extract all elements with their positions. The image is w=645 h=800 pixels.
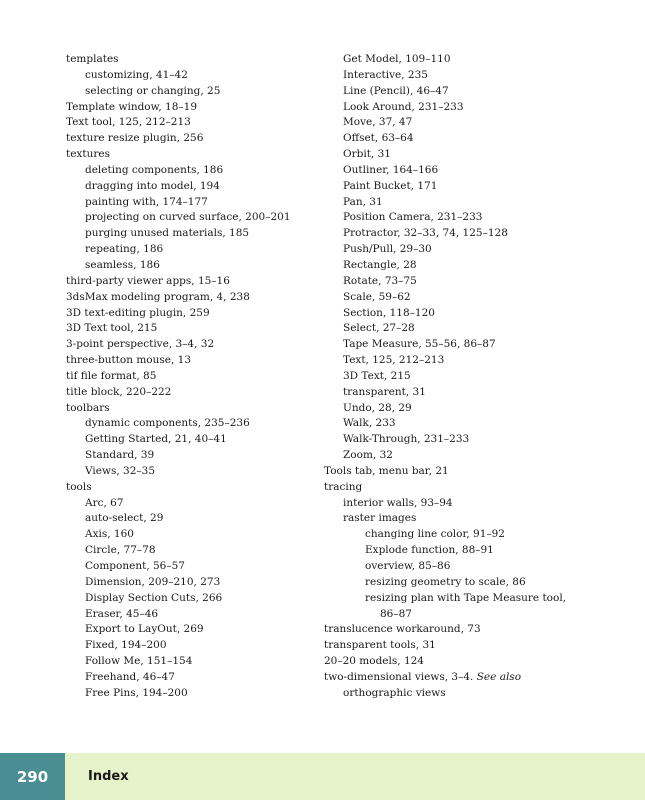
index-entry-text: Export to LayOut, 269 [85,623,204,636]
index-entry-text: orthographic views [343,686,446,699]
index-entry-text: 3-point perspective, 3–4, 32 [66,338,215,351]
index-entry [324,480,624,496]
index-subentry [66,638,316,654]
index-entry-text: Explode function, 88–91 [365,544,494,557]
index-entry-text: Push/Pull, 29–30 [343,243,432,256]
page-number: 290 [16,767,49,786]
index-entry-text: tif file format, 85 [66,369,157,382]
index-entry-text: Getting Started, 21, 40–41 [85,433,227,446]
index-subentry [324,195,624,211]
index-entry-text: Freehand, 46–47 [85,670,175,683]
index-subentry [66,591,316,607]
index-entry-text: painting with, 174–177 [85,195,208,208]
index-subentry [324,52,624,68]
index-subentry [66,686,316,702]
index-subentry [66,242,316,258]
index-entry [66,369,316,385]
index-subentry [66,511,316,527]
index-subentry [324,369,624,385]
index-entry-text: Standard, 39 [85,449,155,462]
index-entry-text: Template window, 18–19 [66,100,198,113]
index-entry-text: Get Model, 109–110 [343,53,451,65]
index-entry [66,353,316,369]
index-entry-text: Rotate, 73–75 [343,274,417,287]
index-subentry [324,210,624,226]
index-entry-text: resizing geometry to scale, 86 [365,575,526,588]
index-entry-text: customizing, 41–42 [85,68,188,81]
index-subentry [66,559,316,575]
index-subentry [66,210,316,226]
index-entry-text: Walk-Through, 231–233 [343,433,470,446]
index-subentry [324,385,624,401]
index-entry-text: Fixed, 194–200 [85,639,167,652]
index-entry-text: tracing [324,480,363,493]
see-also-reference: See also [476,670,522,683]
index-entry-text: Views, 32–35 [85,464,155,477]
index-entry [66,480,316,496]
index-subentry [324,496,624,512]
index-entry-text: Line (Pencil), 46–47 [343,84,449,97]
index-entry-text: Scale, 59–62 [343,290,411,303]
index-subentry [324,337,624,353]
index-subentry [324,686,624,702]
index-entry-text: three-button mouse, 13 [66,354,192,367]
index-entry-text: Pan, 31 [343,195,383,208]
index-entry-text: auto-select, 29 [85,512,164,525]
index-entry-text: translucence workaround, 73 [324,623,481,636]
index-entry [66,115,316,131]
index-entry-text: texture resize plugin, 256 [66,132,204,145]
index-entry [66,290,316,306]
index-entry [66,131,316,147]
index-entry-text: Free Pins, 194–200 [85,686,188,699]
index-subentry [324,306,624,322]
index-subentry [324,100,624,116]
index-entry-text: textures [66,148,110,161]
index-entry-text: Orbit, 31 [343,148,391,161]
index-entry-text: seamless, 186 [85,258,160,271]
index-entry [66,385,316,401]
index-entry-text: repeating, 186 [85,243,164,256]
index-subentry [324,527,624,543]
index-entry [66,401,316,417]
index-entry-text: Tools tab, menu bar, 21 [324,464,449,477]
index-subentry [324,131,624,147]
index-entry-text: dynamic components, 235–236 [85,417,250,430]
index-entry-text: tools [66,480,92,493]
index-entry-text: Protractor, 32–33, 74, 125–128 [343,227,508,240]
index-entry-text: Paint Bucket, 171 [343,179,438,192]
index-entry-text: changing line color, 91–92 [365,528,505,541]
index-entry-text: toolbars [66,401,110,414]
index-entry-text: selecting or changing, 25 [85,84,221,97]
index-entry-text: Eraser, 45–46 [85,607,159,620]
index-subentry [324,147,624,163]
index-subentry [324,353,624,369]
index-subentry [324,607,624,623]
index-entry-text: interior walls, 93–94 [343,496,453,509]
index-entry-text: Display Section Cuts, 266 [85,591,223,604]
index-subentry [66,258,316,274]
index-entry [324,654,624,670]
index-subentry [66,575,316,591]
index-entry-text: Offset, 63–64 [343,132,414,145]
index-entry-text: transparent tools, 31 [324,639,436,652]
index-entry-text: Select, 27–28 [343,322,415,335]
index-entry-text: third-party viewer apps, 15–16 [66,274,230,287]
index-entry-text: Undo, 28, 29 [343,401,412,414]
index-entry [66,337,316,353]
index-subentry [324,179,624,195]
index-entry-text: Follow Me, 151–154 [85,655,193,668]
index-entry-text: 3dsMax modeling program, 4, 238 [66,290,250,303]
index-entry-text: Rectangle, 28 [343,258,417,271]
index-subentry [66,84,316,100]
index-entry [66,147,316,163]
index-entry-text: overview, 85–86 [365,560,451,572]
index-subentry [324,591,624,607]
index-entry-text: Zoom, 32 [343,449,393,462]
index-entry [66,321,316,337]
index-subentry [324,559,624,575]
index-entry-text: title block, 220–222 [66,385,172,398]
index-subentry [66,448,316,464]
index-subentry [66,622,316,638]
index-entry-text: 3D Text, 215 [343,369,411,382]
index-entry-text: Position Camera, 231–233 [343,211,483,224]
section-title: Index [88,769,129,784]
index-entry [324,670,624,686]
index-subentry [324,68,624,84]
index-subentry [324,401,624,417]
index-subentry [324,274,624,290]
index-entry [66,306,316,322]
index-entry [324,638,624,654]
index-entry [324,464,624,480]
index-entry-text: dragging into model, 194 [85,179,220,192]
index-entry-text: Dimension, 209–210, 273 [85,575,221,588]
index-entry-text: resizing plan with Tape Measure tool, [365,591,567,604]
index-entry-text: two-dimensional views, 3–4. [324,670,474,683]
index-entry-text: Axis, 160 [85,528,134,541]
index-entry [66,100,316,116]
index-subentry [66,68,316,84]
index-entry [66,274,316,290]
index-entry-text: transparent, 31 [343,385,426,398]
index-entry-text: Outliner, 164–166 [343,163,439,176]
index-subentry [324,290,624,306]
index-entry-text: Text tool, 125, 212–213 [66,116,191,129]
index-entry [66,52,316,68]
index-subentry [66,607,316,623]
index-entry-text: purging unused materials, 185 [85,227,250,240]
index-entry-text: Circle, 77–78 [85,544,156,557]
index-subentry [324,321,624,337]
index-entry-text: Component, 56–57 [85,560,185,572]
page-footer [0,753,645,800]
page-number-box [0,753,65,800]
index-entry-text: Move, 37, 47 [343,116,413,129]
index-subentry [324,163,624,179]
index-subentry [66,195,316,211]
index-subentry [66,464,316,480]
index-right-column [324,52,624,702]
index-subentry [66,226,316,242]
index-entry-text: Arc, 67 [85,496,124,509]
index-entry [324,622,624,638]
index-subentry [324,432,624,448]
index-subentry [66,163,316,179]
index-subentry [324,226,624,242]
index-entry-text: templates [66,53,119,65]
index-subentry [324,115,624,131]
index-entry-text: deleting components, 186 [85,163,224,176]
index-subentry [324,416,624,432]
index-subentry [66,496,316,512]
index-entry-text: projecting on curved surface, 200–201 [85,211,291,224]
index-left-column [66,52,316,702]
index-subentry [324,258,624,274]
index-entry-text: Walk, 233 [343,417,396,430]
index-subentry [66,432,316,448]
index-subentry [66,654,316,670]
index-subentry [66,179,316,195]
index-subentry [324,511,624,527]
index-entry-text: Interactive, 235 [343,68,428,81]
index-subentry [324,575,624,591]
index-subentry [66,527,316,543]
index-entry-text: 3D text-editing plugin, 259 [66,306,210,319]
index-subentry [324,242,624,258]
index-entry-text: raster images [343,512,417,525]
index-subentry [66,416,316,432]
index-subentry [324,543,624,559]
index-subentry [324,448,624,464]
index-entry-text: Section, 118–120 [343,306,435,319]
index-subentry [66,543,316,559]
index-entry-text: Text, 125, 212–213 [343,354,445,367]
index-entry-text: 3D Text tool, 215 [66,322,158,335]
index-entry-text: 20–20 models, 124 [324,655,424,668]
index-subentry [324,84,624,100]
index-entry-text: 86–87 [380,607,412,620]
index-entry-text: Tape Measure, 55–56, 86–87 [343,338,496,351]
index-subentry [66,670,316,686]
index-entry-text: Look Around, 231–233 [343,100,464,113]
